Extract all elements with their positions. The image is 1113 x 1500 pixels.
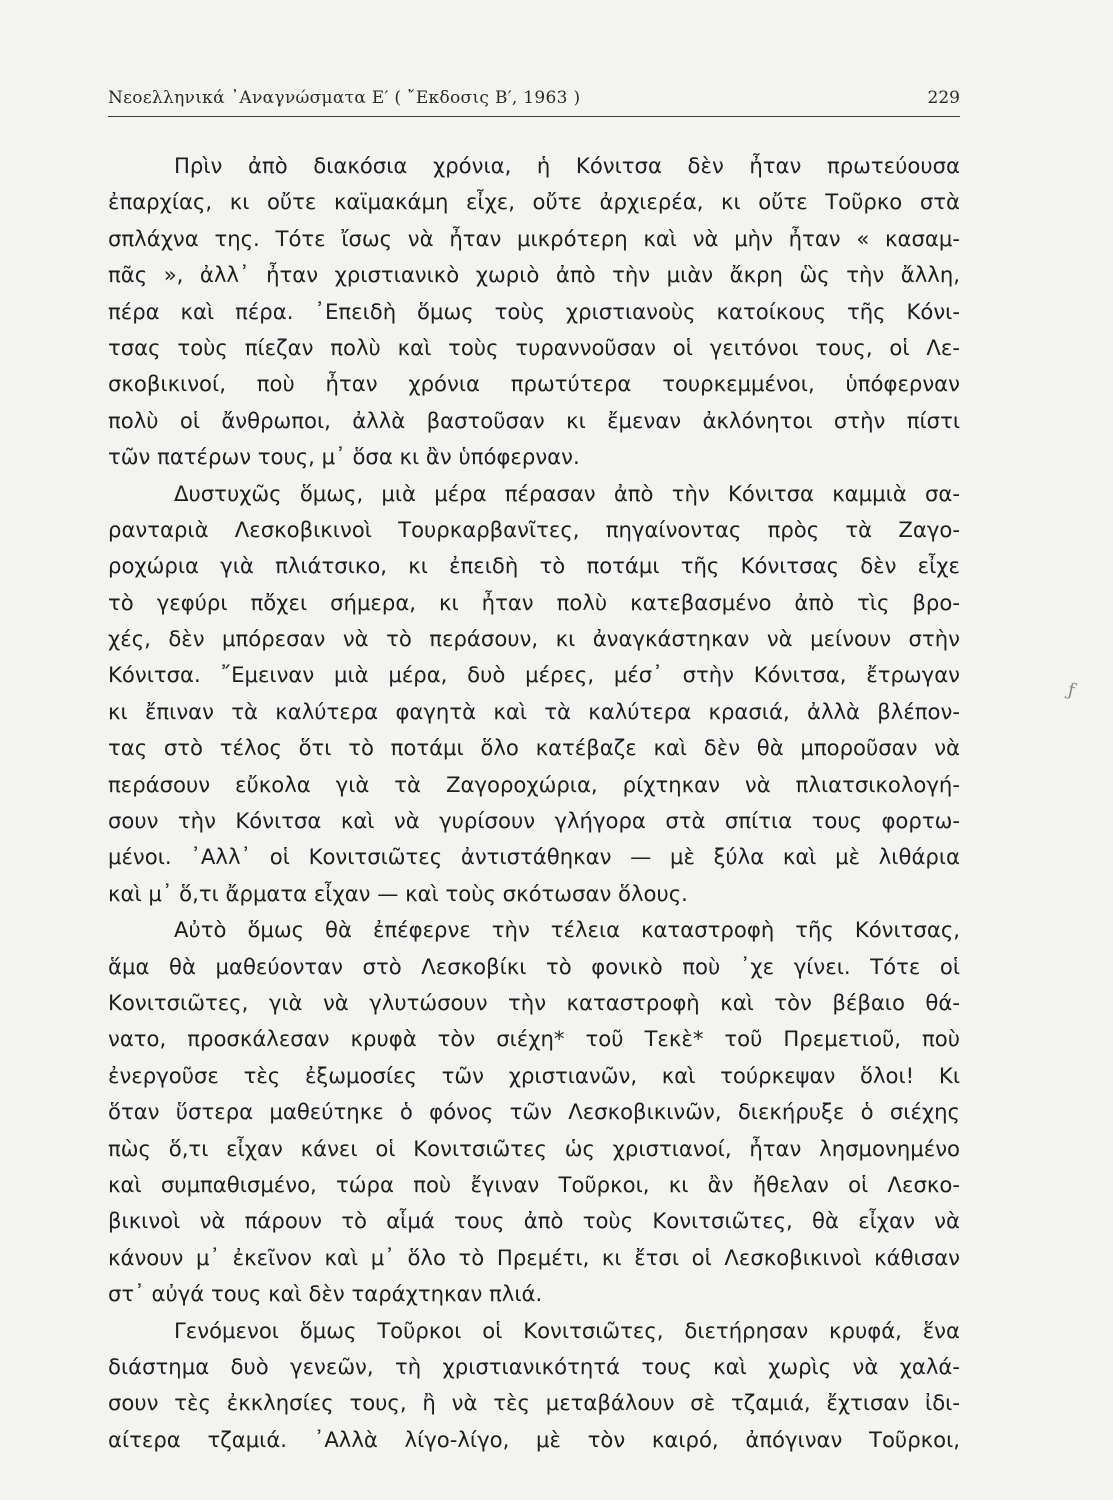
text-line: νατο, προσκάλεσαν κρυφὰ τὸν σιέχη* τοῦ Τεκὲ* τοῦ Πρεμετιοῦ, ποὺ xyxy=(108,1026,960,1052)
paragraph-3 xyxy=(108,912,960,1312)
paragraph-2 xyxy=(108,476,960,913)
text-line: ἐπαρχίας, κι οὔτε καϊμακάμη εἶχε, οὔτε ἀρχιερέα, κι οὔτε Τοῦρκο στὰ xyxy=(108,189,960,215)
text-line: στ᾿ αὐγά τους καὶ δὲν ταράχτηκαν πλιά. xyxy=(108,1281,543,1307)
text-line: σκοβικινοί, ποὺ ἦταν χρόνια πρωτύτερα τουρκεμμένοι, ὑπόφερναν xyxy=(108,371,960,397)
text-line: χές, δὲν μπόρεσαν νὰ τὸ περάσουν, κι ἀναγκάστηκαν νὰ μείνουν στὴν xyxy=(108,626,960,652)
text-line: περάσουν εὔκολα γιὰ τὰ Ζαγοροχώρια, ρίχτηκαν νὰ πλιατσικολογή- xyxy=(108,771,960,797)
text-line: ροχώρια γιὰ πλιάτσικο, κι ἐπειδὴ τὸ ποτάμι τῆς Κόνιτσας δὲν εἶχε xyxy=(108,553,960,579)
paragraph-1 xyxy=(108,148,960,476)
running-header xyxy=(108,86,960,117)
text-line: διάστημα δυὸ γενεῶν, τὴ χριστιανικότητά τους καὶ χωρὶς νὰ χαλά- xyxy=(108,1353,960,1379)
text-line: τσας τοὺς πίεζαν πολὺ καὶ τοὺς τυραννοῦσαν οἱ γειτόνοι τους, οἱ Λε- xyxy=(108,334,960,360)
text-line: Αὐτὸ ὅμως θὰ ἐπέφερνε τὴν τέλεια καταστροφὴ τῆς Κόνιτσας, xyxy=(174,917,960,943)
text-line: ἅμα θὰ μαθεύονταν στὸ Λεσκοβίκι τὸ φονικὸ ποὺ ᾿χε γίνει. Τότε οἱ xyxy=(108,953,960,979)
text-line: σπλάχνα της. Τότε ἴσως νὰ ἦταν μικρότερη καὶ νὰ μὴν ἦταν « κασαμ- xyxy=(108,225,960,251)
text-line: κι ἔπιναν τὰ καλύτερα φαγητὰ καὶ τὰ καλύτερα κρασιά, ἀλλὰ βλέπον- xyxy=(108,698,960,724)
text-line: καὶ μ᾿ ὅ,τι ἄρματα εἶχαν — καὶ τοὺς σκότωσαν ὅλους. xyxy=(108,880,688,906)
text-line: ρανταριὰ Λεσκοβικινοὶ Τουρκαρβανῖτες, πηγαίνοντας πρὸς τὰ Ζαγο- xyxy=(108,516,960,542)
text-line: Κόνιτσα. ῎Εμειναν μιὰ μέρα, δυὸ μέρες, μέσ᾿ στὴν Κόνιτσα, ἔτρωγαν xyxy=(108,662,960,688)
text-line: Κονιτσιῶτες, γιὰ νὰ γλυτώσουν τὴν καταστροφὴ καὶ τὸν βέβαιο θά- xyxy=(108,989,960,1015)
text-line: πολὺ οἱ ἄνθρωποι, ἀλλὰ βαστοῦσαν κι ἔμεναν ἀκλόνητοι στὴν πίστι xyxy=(108,407,960,433)
text-line: βικινοὶ νὰ πάρουν τὸ αἷμά τους ἀπὸ τοὺς Κονιτσιῶτες, θὰ εἶχαν νὰ xyxy=(108,1208,960,1234)
text-line: αίτερα τζαμιά. ᾿Αλλὰ λίγο-λίγο, μὲ τὸν καιρό, ἀπόγιναν Τοῦρκοι, xyxy=(108,1426,960,1452)
page-number: 229 xyxy=(927,88,960,108)
header-title: Νεοελληνικά ᾿Αναγνώσματα Ε′ ( ῎Εκδοσις Β′, 1963 ) xyxy=(108,88,581,108)
text-line: πέρα καὶ πέρα. ᾿Επειδὴ ὅμως τοὺς χριστιανοὺς κατοίκους τῆς Κόνι- xyxy=(108,298,960,324)
text-line: σουν τὴν Κόνιτσα καὶ νὰ γυρίσουν γλήγορα στὰ σπίτια τους φορτω- xyxy=(108,808,960,834)
paragraph-4 xyxy=(108,1313,960,1459)
text-line: καὶ συμπαθισμένο, τώρα ποὺ ἔγιναν Τοῦρκοι, κι ἂν ἤθελαν οἱ Λεσκο- xyxy=(108,1171,960,1197)
text-line: Δυστυχῶς ὅμως, μιὰ μέρα πέρασαν ἀπὸ τὴν Κόνιτσα καμμιὰ σα- xyxy=(174,480,960,506)
text-line: μένοι. ᾿Αλλ᾿ οἱ Κονιτσιῶτες ἀντιστάθηκαν — μὲ ξύλα καὶ μὲ λιθάρια xyxy=(108,844,960,870)
text-line: κάνουν μ᾿ ἐκεῖνον καὶ μ᾿ ὅλο τὸ Πρεμέτι, κι ἔτσι οἱ Λεσκοβικινοὶ κάθισαν xyxy=(108,1244,960,1270)
text-line: τας στὸ τέλος ὅτι τὸ ποτάμι ὅλο κατέβαζε καὶ δὲν θὰ μποροῦσαν νὰ xyxy=(108,735,960,761)
text-line: Πρὶν ἀπὸ διακόσια χρόνια, ἡ Κόνιτσα δὲν ἦταν πρωτεύουσα xyxy=(174,153,960,178)
margin-pencil-mark: ƒ xyxy=(1065,679,1077,702)
text-line: πᾶς », ἀλλ᾿ ἦταν χριστιανικὸ χωριὸ ἀπὸ τὴν μιὰν ἄκρη ὣς τὴν ἄλλη, xyxy=(108,262,960,288)
text-line: τὸ γεφύρι πὄχει σήμερα, κι ἦταν πολὺ κατεβασμένο ἀπὸ τὶς βρο- xyxy=(108,589,960,615)
text-line: ὅταν ὕστερα μαθεύτηκε ὁ φόνος τῶν Λεσκοβικινῶν, διεκήρυξε ὁ σιέχης xyxy=(108,1099,960,1125)
text-line: ἐνεργοῦσε τὲς ἐξωμοσίες τῶν χριστιανῶν, καὶ τούρκεψαν ὅλοι! Κι xyxy=(108,1062,960,1088)
text-line: τῶν πατέρων τους, μ᾿ ὅσα κι ἂν ὑπόφερναν. xyxy=(108,444,580,470)
body-text xyxy=(108,148,960,1458)
text-line: Γενόμενοι ὅμως Τοῦρκοι οἱ Κονιτσιῶτες, διετήρησαν κρυφά, ἕνα xyxy=(174,1317,960,1343)
text-line: σουν τὲς ἐκκλησίες τους, ἢ νὰ τὲς μεταβάλουν σὲ τζαμιά, ἔχτισαν ἰδι- xyxy=(108,1390,960,1416)
text-line: πὼς ὅ,τι εἶχαν κάνει οἱ Κονιτσιῶτες ὡς χριστιανοί, ἦταν λησμονημένο xyxy=(108,1135,960,1161)
